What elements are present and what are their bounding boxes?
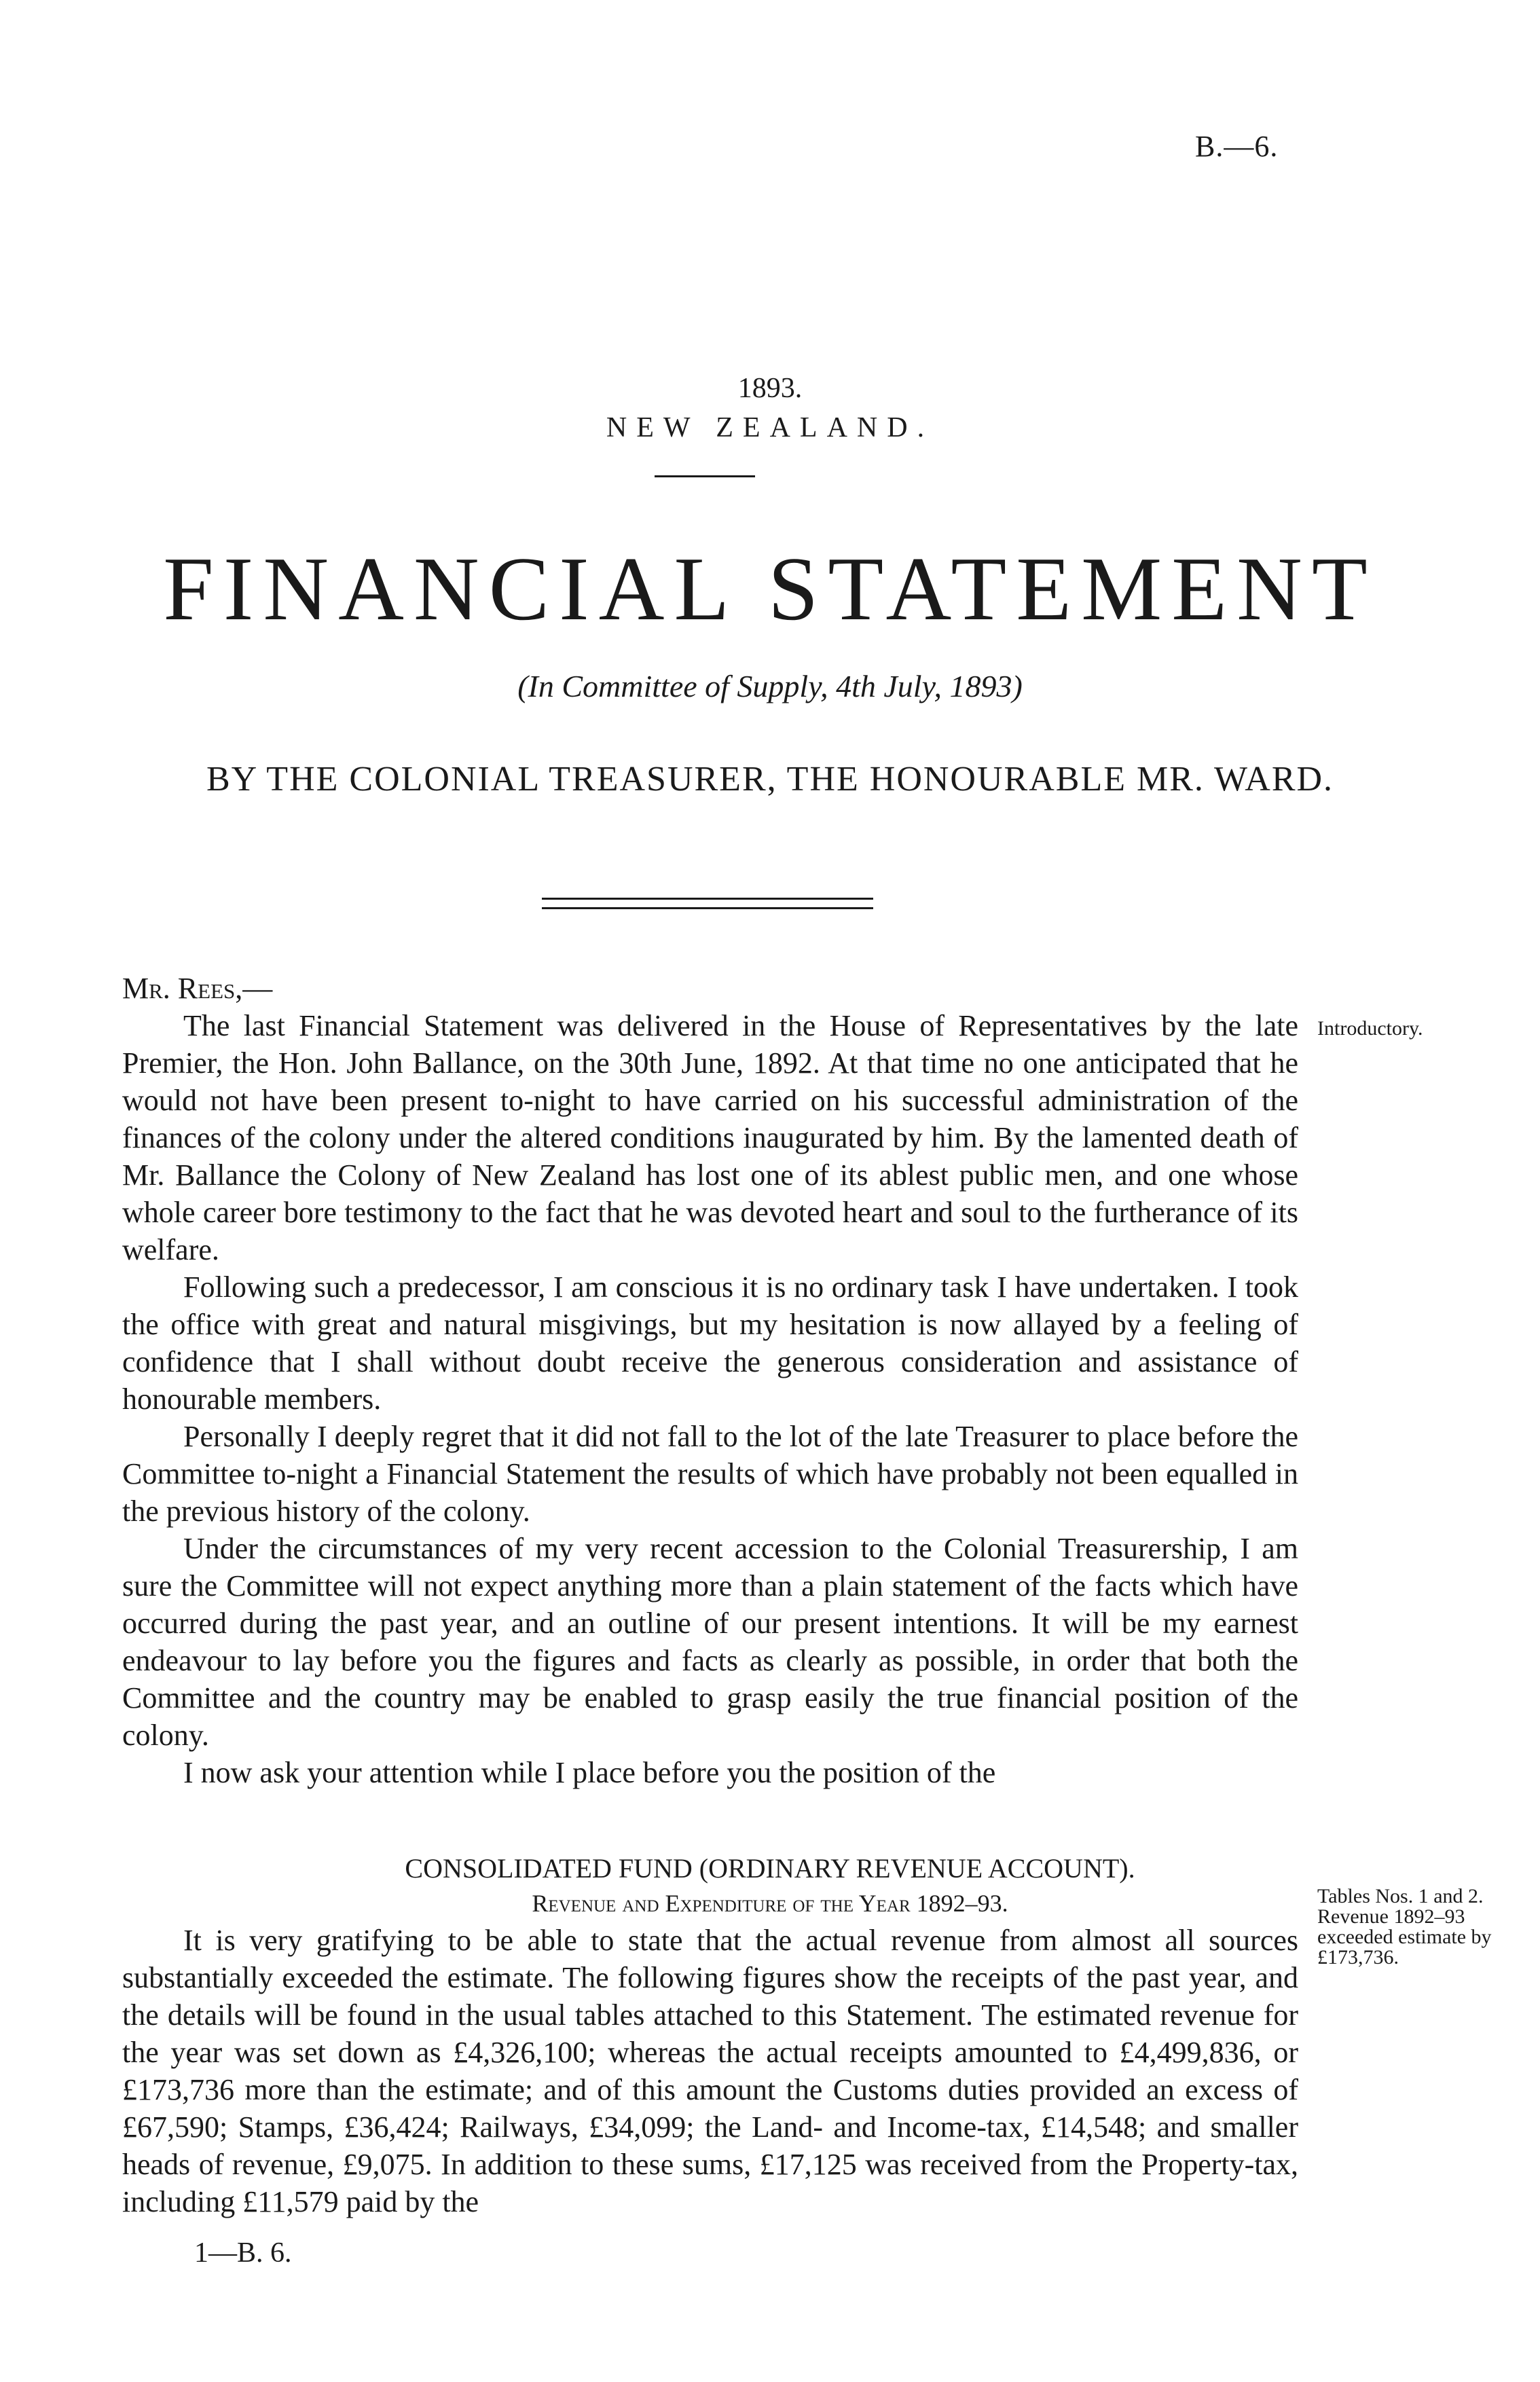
byline: BY THE COLONIAL TREASURER, THE HONOURABLE MR. WARD. — [206, 760, 1334, 799]
document-title: FINANCIAL STATEMENT — [163, 538, 1377, 639]
margin-note-tables: Tables Nos. 1 and 2. — [1317, 1885, 1484, 1907]
divider-double-top — [542, 898, 873, 900]
margin-note-revenue — [1317, 1886, 1521, 1968]
body-text — [122, 970, 1298, 1791]
sub-heading: Revenue and Expenditure of the Year 1892–93. — [532, 1890, 1008, 1917]
document-year: 1893. — [737, 373, 803, 404]
margin-note-revenue-excess: Revenue 1892–93 exceeded estimate by £173,736. — [1317, 1905, 1492, 1968]
document-subtitle: (In Committee of Supply, 4th July, 1893) — [517, 669, 1023, 703]
paragraph: I now ask your attention while I place before you the position of the — [183, 1756, 996, 1789]
section-heading: CONSOLIDATED FUND (ORDINARY REVENUE ACCOUNT). — [405, 1853, 1135, 1884]
body-text-revenue — [122, 1922, 1298, 2220]
page-footer: 1—B. 6. — [194, 2237, 292, 2269]
paragraph: The last Financial Statement was delivered in the House of Representatives by the late Premier, the Hon. John Ballance, on the 30th June, 1892. At that time no one anticipated that he would not have been present to-night to have carried on his successful administration of the finances of the colony under the altered conditions inaugurated by him. By the lamented death of Mr. Ballance the Colony of New Zealand has lost one of its ablest public men, and one whose whole career bore testimony to the fact that he was devoted heart and soul to the furtherance of its welfare. — [122, 1009, 1298, 1266]
paragraph: It is very gratifying to be able to state that the actual revenue from almost all sources substantially exceeded the estimate. The following figures show the receipts of the past year, and the details will be found in the usual tables attached to this Statement. The estimated revenue for the year was set down as £4,326,100; whereas the actual receipts amounted to £4,499,836, or £173,736 more than the estimate; and of this amount the Customs duties provided an excess of £67,590; Stamps, £36,424; Railways, £34,099; the Land- and Income-tax, £14,548; and smaller heads of revenue, £9,075. In addition to these sums, £17,125 was received from the Property-tax, including £11,579 paid by the — [122, 1924, 1298, 2218]
margin-note-introductory: Introductory. — [1317, 1017, 1423, 1040]
paragraph: Following such a predecessor, I am conscious it is no ordinary task I have undertaken. I took the office with great and natural misgivings, but my hesitation is now allayed by a feeling of confidence that I shall without doubt receive the generous consideration and assistance of honourable members. — [122, 1270, 1298, 1416]
page-reference: B.—6. — [1195, 130, 1279, 163]
paragraph: Under the circumstances of my very recent accession to the Colonial Treasurership, I am sure the Committee will not expect anything more than a plain statement of the facts which have occurred during the past year, and an outline of our present intentions. It will be my earnest endeavour to lay before you the figures and facts as clearly as possible, in order that both the Committee and the country may be enabled to grasp easily the true financial position of the colony. — [122, 1532, 1298, 1752]
country-heading: NEW ZEALAND. — [606, 412, 934, 443]
salutation: Mr. Rees,— — [122, 972, 273, 1005]
divider-double-bottom — [542, 907, 873, 909]
paragraph: Personally I deeply regret that it did not fall to the lot of the late Treasurer to place before the Committee to-night a Financial Statement the results of which have probably not been equalled in the previous history of the colony. — [122, 1420, 1298, 1528]
divider-short — [655, 475, 755, 477]
